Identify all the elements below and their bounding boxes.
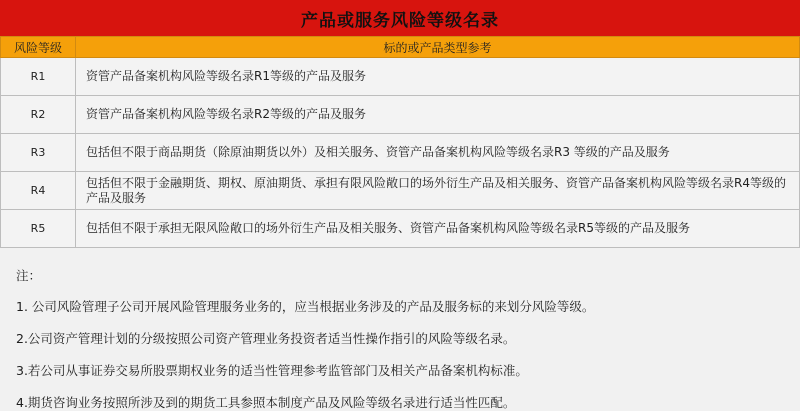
risk-level-table [0, 36, 800, 248]
header-product-type: 标的或产品类型参考 [76, 37, 800, 58]
risk-level-cell: R2 [1, 96, 76, 134]
note-item: 2.公司资产管理计划的分级按照公司资产管理业务投资者适当性操作指引的风险等级名录。 [16, 331, 516, 346]
table-header-row [1, 37, 800, 58]
product-type-cell: 资管产品备案机构风险等级名录R2等级的产品及服务 [76, 96, 800, 134]
note-item: 3.若公司从事证券交易所股票期权业务的适当性管理参考监管部门及相关产品备案机构标准。 [16, 363, 528, 378]
note-item: 1. 公司风险管理子公司开展风险管理服务业务的，应当根据业务涉及的产品及服务标的来划分风险等级。 [16, 299, 595, 314]
notes-section [0, 248, 800, 411]
table-row [1, 210, 800, 248]
table-row [1, 172, 800, 210]
product-type-cell: 包括但不限于金融期货、期权、原油期货、承担有限风险敞口的场外衍生产品及相关服务、资管产品备案机构风险等级名录R4等级的产品及服务 [76, 172, 800, 210]
table-row [1, 96, 800, 134]
header-risk-level: 风险等级 [1, 37, 76, 58]
product-type-cell: 包括但不限于承担无限风险敞口的场外衍生产品及相关服务、资管产品备案机构风险等级名录R5等级的产品及服务 [76, 210, 800, 248]
risk-level-cell: R5 [1, 210, 76, 248]
note-item: 4.期货咨询业务按照所涉及到的期货工具参照本制度产品及风险等级名录进行适当性匹配。 [16, 395, 516, 410]
risk-level-cell: R3 [1, 134, 76, 172]
table-row [1, 58, 800, 96]
table-row [1, 134, 800, 172]
risk-level-cell: R4 [1, 172, 76, 210]
notes-heading: 注： [16, 268, 42, 283]
product-type-cell: 资管产品备案机构风险等级名录R1等级的产品及服务 [76, 58, 800, 96]
product-type-cell: 包括但不限于商品期货（除原油期货以外）及相关服务、资管产品备案机构风险等级名录R3 等级的产品及服务 [76, 134, 800, 172]
page-title: 产品或服务风险等级名录 [0, 0, 800, 36]
risk-level-cell: R1 [1, 58, 76, 96]
